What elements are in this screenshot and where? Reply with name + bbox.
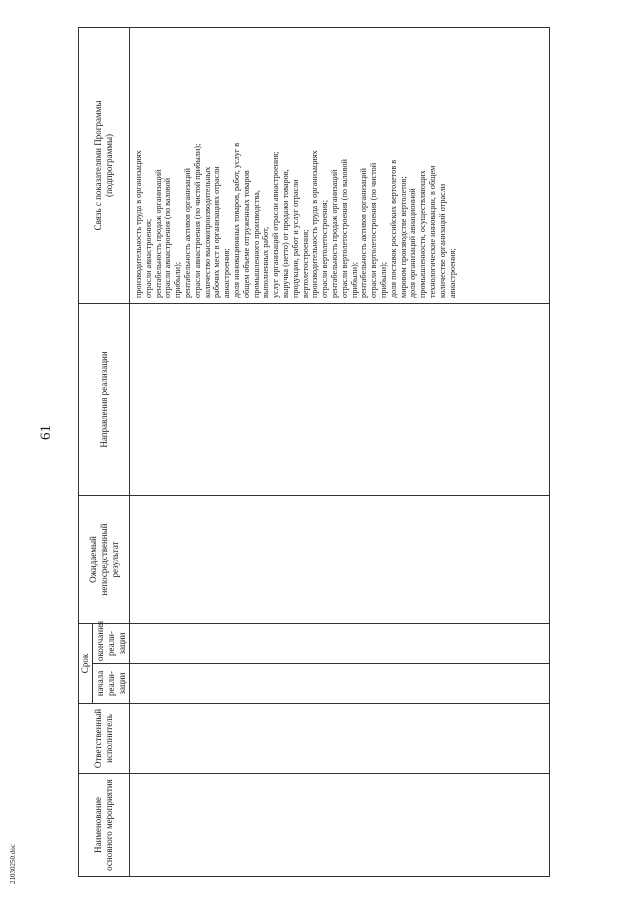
indicator-line: отрасли вертолетостроения (по чистой [369,162,379,298]
measures-table [78,27,550,877]
document-code: 21030250.doc [9,844,17,884]
indicator-line: количестве организаций отрасли [437,183,447,298]
header-directions: Направления реализации [79,303,130,495]
header-result [79,495,130,623]
cell-result [130,495,550,623]
indicator-line: доля инновационных товаров, работ, услуг в [231,142,241,298]
header-result-l2: непосредственный [98,523,109,596]
indicator-line: рентабельность продаж организаций [153,169,163,298]
header-name-l2: основного мероприятия [104,779,114,871]
header-responsible-l1: Ответственный [93,708,103,769]
header-responsible-l2: исполнитель [104,714,114,763]
header-indicators-l1: Связь с показателями Программы [93,100,103,231]
page-number: 61 [38,425,54,440]
indicator-line: общем объеме отгруженных товаров [241,170,251,298]
indicator-line: доля поставок российских вертолетов в [388,159,398,298]
cell-term-start [130,664,550,704]
indicator-line: мировом производстве вертолетов; [398,176,408,298]
header-result-l3: результат [109,541,120,578]
header-term-start [93,664,130,704]
indicator-line: прибыли); [378,261,388,298]
indicator-line: авиастроения; [447,248,457,298]
indicator-line: отрасли авиастроения; [143,218,153,298]
cell-directions [130,303,550,495]
cell-name [130,774,550,877]
indicator-line: отрасли авиастроения (по валовой [163,177,173,298]
header-name [79,774,130,877]
indicator-line: рентабельность активов организаций [182,168,192,298]
rotated-table-area [78,28,550,877]
indicator-line: продукции, работ и услуг отрасли [290,179,300,298]
header-term-start-l3: зации [116,672,127,695]
header-term-start-l2: реали- [105,671,116,696]
indicator-line: рентабельность продаж организаций [329,169,339,298]
indicator-line: рабочих мест в организациях отрасли [212,166,222,298]
header-term-end-l1: окончания [94,620,105,661]
indicator-line: отрасли вертолетостроения (по валовой [339,159,349,298]
indicator-line: производительность труда в организациях [134,150,143,298]
cell-indicators [130,27,550,303]
indicator-line: количество высокопроизводительных [202,166,212,298]
cell-term-end [130,623,550,663]
indicator-line: отрасли вертолетостроения; [320,200,330,298]
header-name-l1: Наименование [93,796,103,854]
indicator-line: выручка (нетто) от продажи товаров, [280,169,290,298]
indicator-line: промышленности, осуществляющих [418,170,428,298]
indicator-line: технологические инновации, в общем [427,165,437,298]
indicator-line: производительность труда в организациях [310,150,320,298]
cell-responsible [130,704,550,774]
header-responsible [79,704,130,774]
header-term-end-l3: зации [116,632,127,655]
indicator-line: авиастроения; [222,248,232,298]
header-term-end [93,620,130,663]
indicator-line: вертолетостроения; [300,229,310,298]
indicator-line: доля организаций авиационной [408,188,418,298]
header-term-start-l1: начала [94,670,105,697]
indicator-line: прибыли); [349,261,359,298]
indicator-line: отрасли авиастроения (по чистой прибыли); [192,143,202,298]
header-indicators [79,27,130,303]
indicator-line: рентабельность активов организаций [359,168,369,298]
indicator-line: прибыли); [173,261,183,298]
header-term: Срок [79,623,93,703]
indicator-line: выполненных работ, [261,226,271,298]
header-term-end-l2: реали- [105,631,116,656]
header-indicators-l2: (подпрограммы) [104,133,114,198]
indicator-line: промышленного производства, [251,190,261,298]
header-result-l1: Ожидаемый [87,536,98,583]
indicator-line: услуг организаций отрасли авиастроения; [271,151,281,298]
